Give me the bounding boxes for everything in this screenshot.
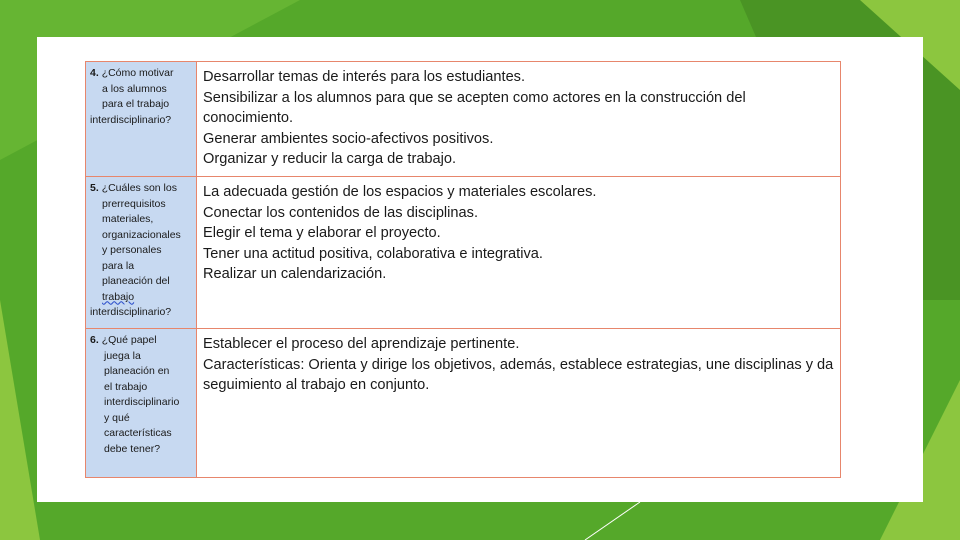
- answer-line: Características: Orienta y dirige los objetivos, además, establece estrategias, une disciplinas y da: [203, 356, 834, 373]
- question-line: [90, 181, 194, 197]
- question-cell: [86, 62, 197, 177]
- answer-line: Establecer el proceso del aprendizaje pertinente.: [203, 336, 520, 352]
- question-line: para el trabajo: [102, 98, 170, 110]
- question-line: a los alumnos: [102, 82, 167, 95]
- question-line: planeación en: [104, 365, 170, 377]
- question-line: planeación del: [102, 275, 170, 287]
- table-row: [86, 62, 841, 177]
- question-text: ¿Cómo motivar: [101, 67, 174, 79]
- answer-line: Desarrollar temas de interés para los estudiantes.: [203, 69, 526, 85]
- question-line: [90, 66, 194, 82]
- question-line: características: [104, 427, 172, 439]
- question-number: 6.: [90, 334, 99, 346]
- answer-line: La adecuada gestión de los espacios y materiales escolares.: [203, 184, 597, 200]
- question-line: interdisciplinario?: [90, 306, 172, 318]
- question-line: debe tener?: [104, 442, 161, 455]
- answer-cell: [197, 177, 841, 329]
- question-line: juega la: [104, 349, 141, 362]
- slide-content-card: [37, 37, 923, 502]
- answer-line: Generar ambientes socio-afectivos positivos.: [203, 130, 494, 147]
- spellcheck-underlined-word: trabajo: [102, 290, 135, 303]
- answer-line: Sensibilizar a los alumnos para que se acepten como actores en la construcción del: [203, 89, 746, 106]
- question-line: [90, 290, 194, 306]
- answer-line: Conectar los contenidos de las disciplinas.: [203, 204, 479, 221]
- question-line: organizacionales: [102, 228, 181, 241]
- answer-cell: [197, 329, 841, 478]
- answer-line: seguimiento al trabajo en conjunto.: [203, 377, 430, 393]
- question-line: para la: [102, 259, 135, 272]
- table-row: [86, 177, 841, 329]
- question-text: ¿Qué papel: [101, 334, 157, 346]
- qa-table: [85, 61, 841, 478]
- answer-line: Organizar y reducir la carga de trabajo.: [203, 151, 457, 167]
- question-line: prerrequisitos: [102, 197, 166, 210]
- question-number: 4.: [90, 67, 99, 79]
- answer-line: Elegir el tema y elaborar el proyecto.: [203, 225, 441, 241]
- question-cell: [86, 177, 197, 329]
- answer-cell: [197, 62, 841, 177]
- answer-line: Realizar un calendarización.: [203, 266, 387, 282]
- answer-line: conocimiento.: [203, 110, 294, 126]
- table-row: [86, 329, 841, 478]
- question-line: interdisciplinario: [104, 396, 180, 408]
- question-line: el trabajo: [104, 380, 148, 393]
- question-line: [90, 333, 194, 349]
- question-cell: [86, 329, 197, 478]
- question-number: 5.: [90, 182, 99, 194]
- question-line: y qué: [104, 411, 130, 424]
- question-line: y personales: [102, 244, 162, 256]
- answer-line: Tener una actitud positiva, colaborativa e integrativa.: [203, 245, 543, 262]
- question-line: materiales,: [102, 213, 154, 225]
- question-line: interdisciplinario?: [90, 113, 172, 126]
- question-text: ¿Cuáles son los: [101, 182, 177, 194]
